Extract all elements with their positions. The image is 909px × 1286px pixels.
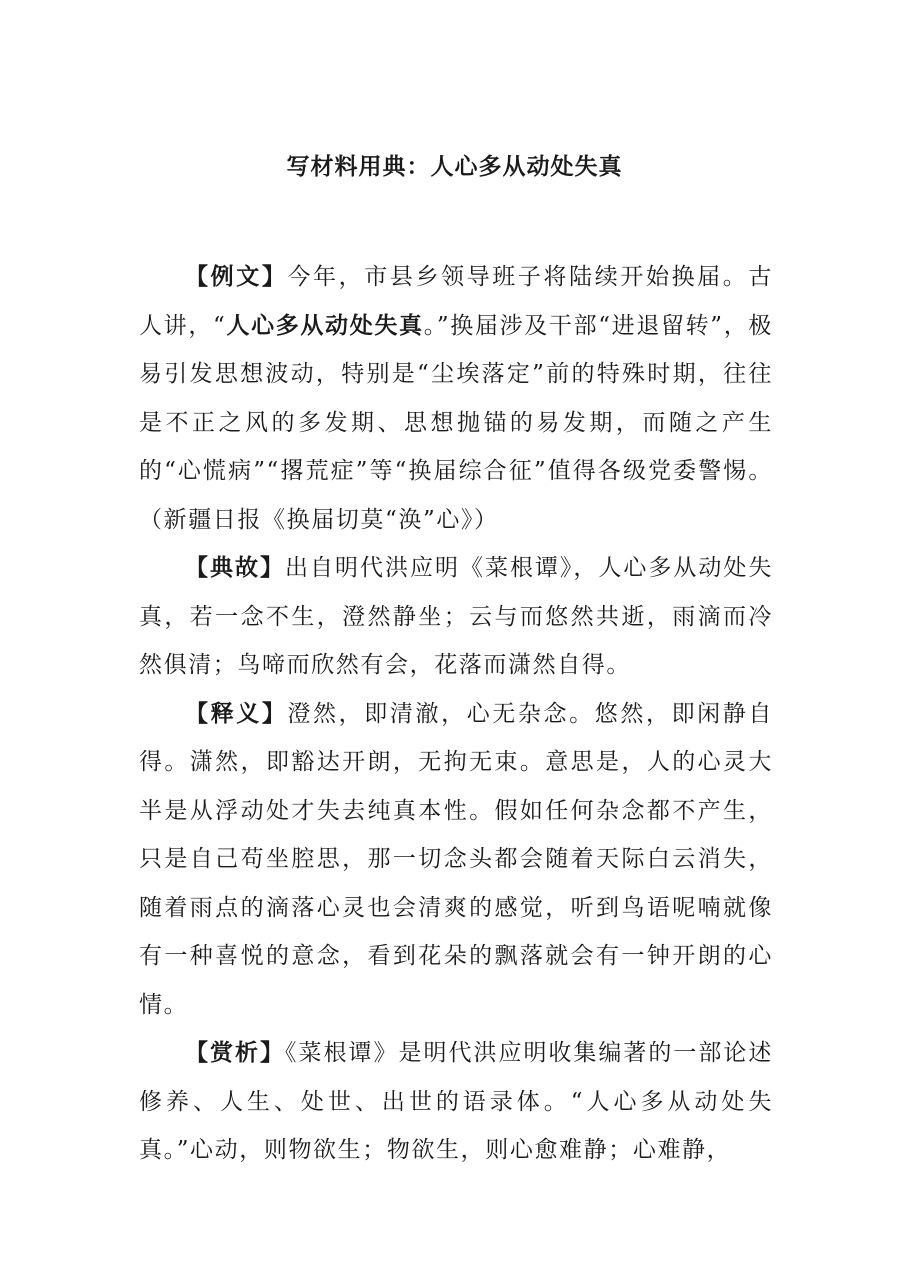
example-text-part1: 今年，市县乡领导班子将陆续开始换届。古人讲，“ (139, 264, 773, 339)
document-body (139, 253, 773, 1175)
paragraph-appreciation (139, 1029, 773, 1175)
paragraph-example (139, 253, 773, 544)
appreciation-text: 《菜根谭》是明代洪应明收集编著的一部论述修养、人生、处世、出世的语录体。“人心多从动处失真。”心动，则物欲生；物欲生，则心愈难静；心难静， (139, 1040, 773, 1163)
quote-emphasis: 人心多从动处失真 (226, 312, 424, 339)
label-interpretation: 【释义】 (185, 700, 288, 727)
label-allusion: 【典故】 (185, 555, 285, 581)
document-title: 写材料用典：人心多从动处失真 (286, 154, 623, 180)
allusion-text: 出自明代洪应明《菜根谭》，人心多从动处失真，若一念不生，澄然静坐；云与而悠然共逝，雨滴而冷然俱清；鸟啼而欣然有会，花落而潇然自得。 (139, 555, 773, 678)
example-text-part2: 。”换届涉及干部“进退留转”，极易引发思想波动，特别是“尘埃落定”前的特殊时期，往往是不正之风的多发期、思想抛锚的易发期，而随之产生的“心慌病”“撂荒症”等“换届综合征”值得各级党委警惕。（新疆日报《换届切莫“涣”心》） (139, 312, 773, 533)
label-appreciation: 【赏析】 (185, 1040, 285, 1066)
label-example: 【例文】 (185, 264, 288, 290)
paragraph-allusion (139, 544, 773, 690)
paragraph-interpretation (139, 690, 773, 1030)
interpretation-text: 澄然，即清澈，心无杂念。悠然，即闲静自得。潇然，即豁达开朗，无拘无束。意思是，人的心灵大半是从浮动处才失去纯真本性。假如任何杂念都不产生，只是自己苟坐腔思，那一切念头都会随着天际白云消失，随着雨点的滴落心灵也会清爽的感觉，听到鸟语呢喃就像有一种喜悦的意念，看到花朵的飘落就会有一钟开朗的心情。 (139, 700, 773, 1018)
